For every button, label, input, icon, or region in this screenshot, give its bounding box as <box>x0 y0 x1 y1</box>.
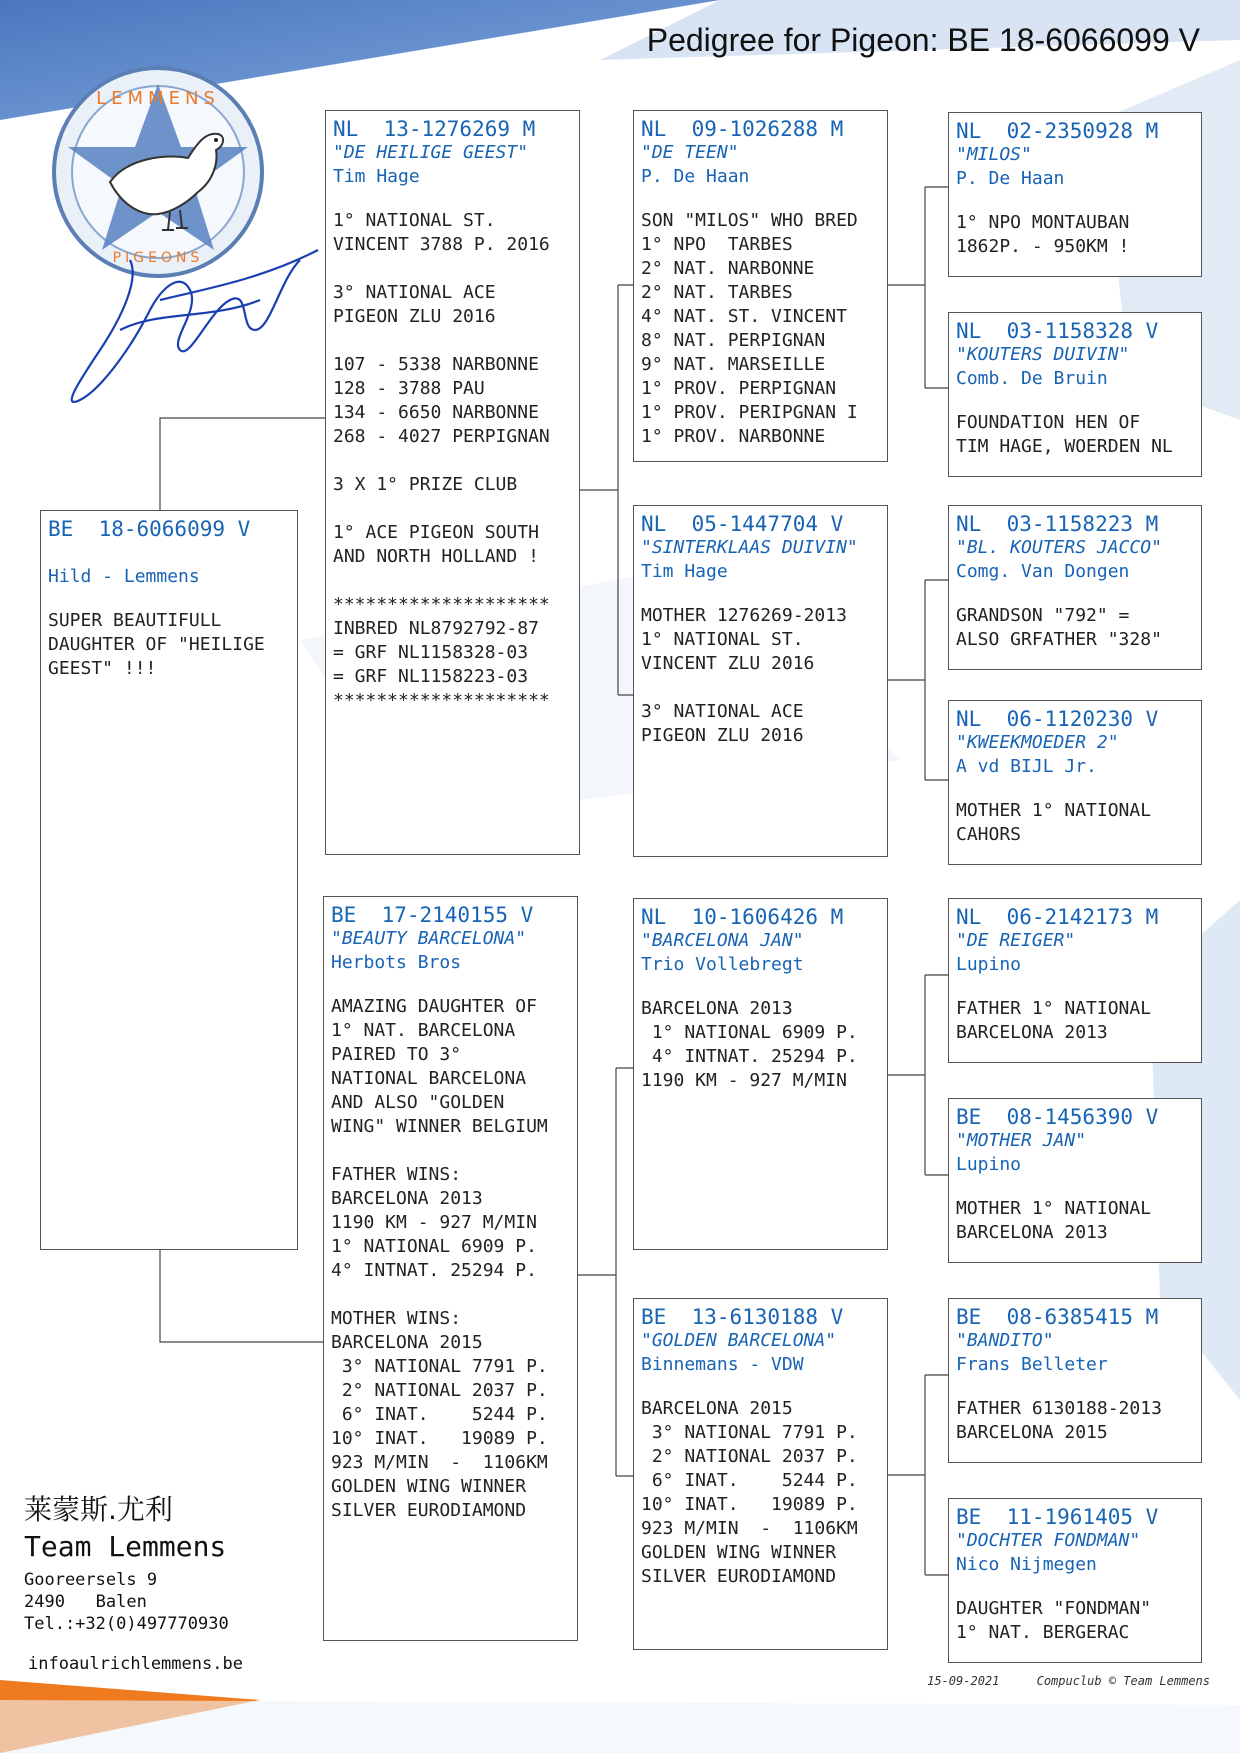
subject-pigeon-card <box>40 510 298 1250</box>
email-address: infoaulrichlemmens.be <box>28 1654 243 1674</box>
pigeon-notes: DAUGHTER "FONDMAN" 1° NAT. BERGERAC <box>956 1598 1152 1643</box>
paternal-grandfather-card <box>633 110 888 462</box>
maternal-grandfather-card <box>633 898 888 1250</box>
ring-number: NL 02-2350928 M <box>956 119 1159 143</box>
mother-card <box>323 896 578 1641</box>
pigeon-notes: SON "MILOS" WHO BRED 1° NPO TARBES 2° NAT. NARBONNE 2° NAT. TARBES 4° NAT. ST. VINCENT 8° NAT. PERPIGNAN 9° NAT. MARSEILLE 1° PROV. PERPIGNAN 1° PROV. PERIPGNAN I 1° PROV. NARBONNE <box>641 210 858 447</box>
breeder-name: P. De Haan <box>956 168 1065 189</box>
handwritten-signature <box>60 240 320 420</box>
pigeon-name: "BARCELONA JAN" <box>641 930 804 951</box>
breeder-name: Hild - Lemmens <box>48 566 200 587</box>
pigeon-notes: BARCELONA 2013 1° NATIONAL 6909 P. 4° INTNAT. 25294 P. 1190 KM - 927 M/MIN <box>641 998 858 1091</box>
great-grandparent-card-ffm <box>948 312 1202 477</box>
breeder-name: Frans Belleter <box>956 1354 1108 1375</box>
great-grandparent-card-fmm <box>948 700 1202 865</box>
ring-number: BE 13-6130188 V <box>641 1305 844 1329</box>
connector-mm <box>888 1375 948 1575</box>
footer <box>897 1674 1210 1688</box>
ring-number: NL 03-1158328 V <box>956 319 1159 343</box>
logo-bottom-text: PIGEONS <box>112 250 204 266</box>
ring-number: NL 06-2142173 M <box>956 905 1159 929</box>
ring-number: NL 13-1276269 M <box>333 117 536 141</box>
team-name: Team Lemmens <box>24 1530 227 1563</box>
pigeon-notes: MOTHER 1° NATIONAL BARCELONA 2013 <box>956 1198 1152 1243</box>
ring-number: NL 06-1120230 V <box>956 707 1159 731</box>
ring-number: BE 18-6066099 V <box>48 517 251 541</box>
pigeon-name: "BEAUTY BARCELONA" <box>331 928 527 949</box>
pigeon-name: "BL. KOUTERS JACCO" <box>956 537 1162 558</box>
ring-number: NL 10-1606426 M <box>641 905 844 929</box>
great-grandparent-card-mff <box>948 898 1202 1063</box>
pigeon-name: "DE REIGER" <box>956 930 1076 951</box>
pigeon-notes: FATHER 6130188-2013 BARCELONA 2015 <box>956 1398 1162 1443</box>
breeder-name: Lupino <box>956 1154 1022 1175</box>
ring-number: BE 11-1961405 V <box>956 1505 1159 1529</box>
breeder-name: Tim Hage <box>333 166 420 187</box>
pigeon-notes: GRANDSON "792" = ALSO GRFATHER "328" <box>956 605 1162 650</box>
ring-number: BE 08-6385415 M <box>956 1305 1159 1329</box>
ring-number: NL 05-1447704 V <box>641 512 844 536</box>
breeder-name: P. De Haan <box>641 166 750 187</box>
pigeon-notes: AMAZING DAUGHTER OF 1° NAT. BARCELONA PAIRED TO 3° NATIONAL BARCELONA AND ALSO "GOLDEN WING" WINNER BELGIUM FATHER WINS: BARCELONA 2013 1190 KM - 927 M/MIN 1° NATIONAL 6909 P. 4° INTNAT. 25294 P. MOTHER WINS: BARCELONA 2015 3° NATIONAL 7791 P. 2° NATIONAL 2037 P. 6° INAT. 5244 P. 10° INAT. 19089 P. 923 M/MIN - 1106KM GOLDEN WING WINNER SILVER EURODIAMOND <box>331 996 548 1521</box>
father-card <box>325 110 580 855</box>
connector-mother <box>578 1068 633 1476</box>
breeder-name: Herbots Bros <box>331 952 462 973</box>
pigeon-notes: MOTHER 1276269-2013 1° NATIONAL ST. VINCENT ZLU 2016 3° NATIONAL ACE PIGEON ZLU 2016 <box>641 605 847 746</box>
ring-number: NL 09-1026288 M <box>641 117 844 141</box>
logo-top-text: LEMMENS <box>96 88 220 109</box>
pigeon-notes: MOTHER 1° NATIONAL CAHORS <box>956 800 1152 845</box>
breeder-name: Comg. Van Dongen <box>956 561 1130 582</box>
connector-father <box>580 285 633 695</box>
breeder-name: Binnemans - VDW <box>641 1354 804 1375</box>
pigeon-name: "SINTERKLAAS DUIVIN" <box>641 537 858 558</box>
pigeon-notes: BARCELONA 2015 3° NATIONAL 7791 P. 2° NATIONAL 2037 P. 6° INAT. 5244 P. 10° INAT. 19089 P. 923 M/MIN - 1106KM GOLDEN WING WINNER SILVER EURODIAMOND <box>641 1398 858 1587</box>
breeder-name: Nico Nijmegen <box>956 1554 1097 1575</box>
contact-block <box>24 1488 229 1635</box>
connector-mf <box>888 975 948 1175</box>
great-grandparent-card-mmf <box>948 1298 1202 1463</box>
paternal-grandmother-card <box>633 505 888 857</box>
pigeon-name: "MOTHER JAN" <box>956 1130 1087 1151</box>
breeder-name: Comb. De Bruin <box>956 368 1108 389</box>
pigeon-name: "GOLDEN BARCELONA" <box>641 1330 837 1351</box>
pigeon-notes: FOUNDATION HEN OF TIM HAGE, WOERDEN NL <box>956 412 1173 457</box>
chinese-name: 莱蒙斯.尤利 <box>24 1493 173 1526</box>
maternal-grandmother-card <box>633 1298 888 1650</box>
pigeon-name: "DE TEEN" <box>641 142 739 163</box>
pigeon-name: "DE HEILIGE GEEST" <box>333 142 529 163</box>
pigeon-name: "BANDITO" <box>956 1330 1054 1351</box>
ring-number: BE 08-1456390 V <box>956 1105 1159 1129</box>
ring-number: BE 17-2140155 V <box>331 903 534 927</box>
pigeon-notes: 1° NATIONAL ST. VINCENT 3788 P. 2016 3° NATIONAL ACE PIGEON ZLU 2016 107 - 5338 NARBONNE 128 - 3788 PAU 134 - 6650 NARBONNE 268 - 4027 PERPIGNAN 3 X 1° PRIZE CLUB 1° ACE PIGEON SOUTH AND NORTH HOLLAND ! ******************** INBRED NL8792792-87 = GRF NL1158328-03 = GRF NL1158223-03 ******************** <box>333 210 550 711</box>
pigeon-notes: FATHER 1° NATIONAL BARCELONA 2013 <box>956 998 1152 1043</box>
pigeon-name: "KWEEKMOEDER 2" <box>956 732 1119 753</box>
pigeon-name: "KOUTERS DUIVIN" <box>956 344 1130 365</box>
footer-date: 15-09-2021 <box>927 1674 1000 1688</box>
great-grandparent-card-fmf <box>948 505 1202 670</box>
pigeon-name: "MILOS" <box>956 144 1032 165</box>
connector-ff <box>888 187 948 388</box>
ring-number: NL 03-1158223 M <box>956 512 1159 536</box>
breeder-name: Lupino <box>956 954 1022 975</box>
footer-credit: Compuclub © Team Lemmens <box>1036 1674 1210 1688</box>
great-grandparent-card-mmm <box>948 1498 1202 1663</box>
pigeon-name: "DOCHTER FONDMAN" <box>956 1530 1141 1551</box>
great-grandparent-card-mfm <box>948 1098 1202 1263</box>
page-title: Pedigree for Pigeon: BE 18-6066099 V <box>646 22 1200 58</box>
breeder-name: Trio Vollebregt <box>641 954 804 975</box>
pigeon-notes: SUPER BEAUTIFULL DAUGHTER OF "HEILIGE GEEST" !!! <box>48 610 265 679</box>
connector-fm <box>888 580 948 780</box>
breeder-name: A vd BIJL Jr. <box>956 756 1097 777</box>
great-grandparent-card-fff <box>948 112 1202 277</box>
address: Gooreersels 9 2490 Balen Tel.:+32(0)497770930 <box>24 1570 229 1634</box>
breeder-name: Tim Hage <box>641 561 728 582</box>
pigeon-notes: 1° NPO MONTAUBAN 1862P. - 950KM ! <box>956 212 1130 257</box>
